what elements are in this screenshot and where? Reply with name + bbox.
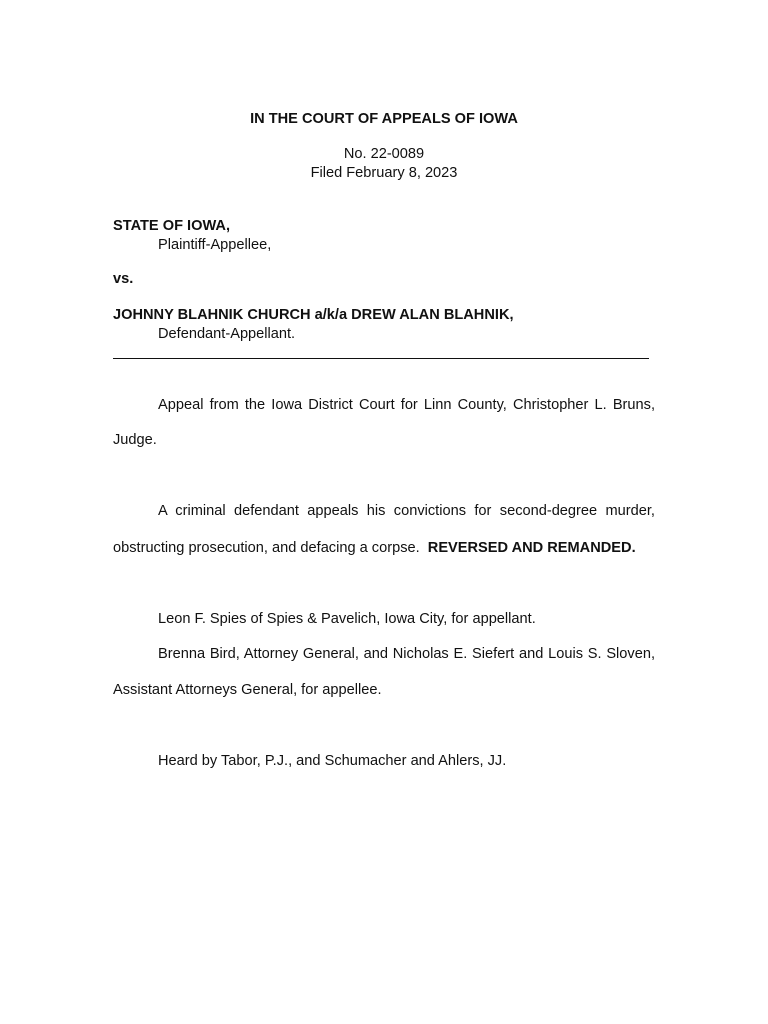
appellee-counsel-line-1: Brenna Bird, Attorney General, and Nicholas E. Siefert and Louis S. Sloven, <box>158 646 655 662</box>
caption-divider <box>113 358 649 359</box>
disposition: REVERSED AND REMANDED. <box>427 540 636 556</box>
plaintiff-name: STATE OF IOWA, <box>113 218 231 234</box>
court-heading: IN THE COURT OF APPEALS OF IOWA <box>250 111 518 127</box>
plaintiff-role: Plaintiff-Appellee, <box>158 237 272 253</box>
defendant-name: JOHNNY BLAHNIK CHURCH a/k/a DREW ALAN BLAHNIK, <box>113 307 514 323</box>
filed-date: Filed February 8, 2023 <box>310 165 458 181</box>
appeal-line-2: Judge. <box>113 432 157 448</box>
summary-line-1: A criminal defendant appeals his convictions for second-degree murder, <box>158 503 655 519</box>
versus-label: vs. <box>113 271 134 287</box>
summary-line-2 <box>113 540 636 556</box>
appeal-line-1: Appeal from the Iowa District Court for Linn County, Christopher L. Bruns, <box>158 397 655 413</box>
appellee-counsel-line-2: Assistant Attorneys General, for appellee. <box>113 682 382 698</box>
case-number: No. 22-0089 <box>343 146 425 162</box>
defendant-role: Defendant-Appellant. <box>158 326 296 342</box>
panel: Heard by Tabor, P.J., and Schumacher and Ahlers, JJ. <box>158 753 507 769</box>
summary-text: obstructing prosecution, and defacing a corpse. <box>113 540 420 556</box>
appellant-counsel: Leon F. Spies of Spies & Pavelich, Iowa City, for appellant. <box>158 611 536 627</box>
